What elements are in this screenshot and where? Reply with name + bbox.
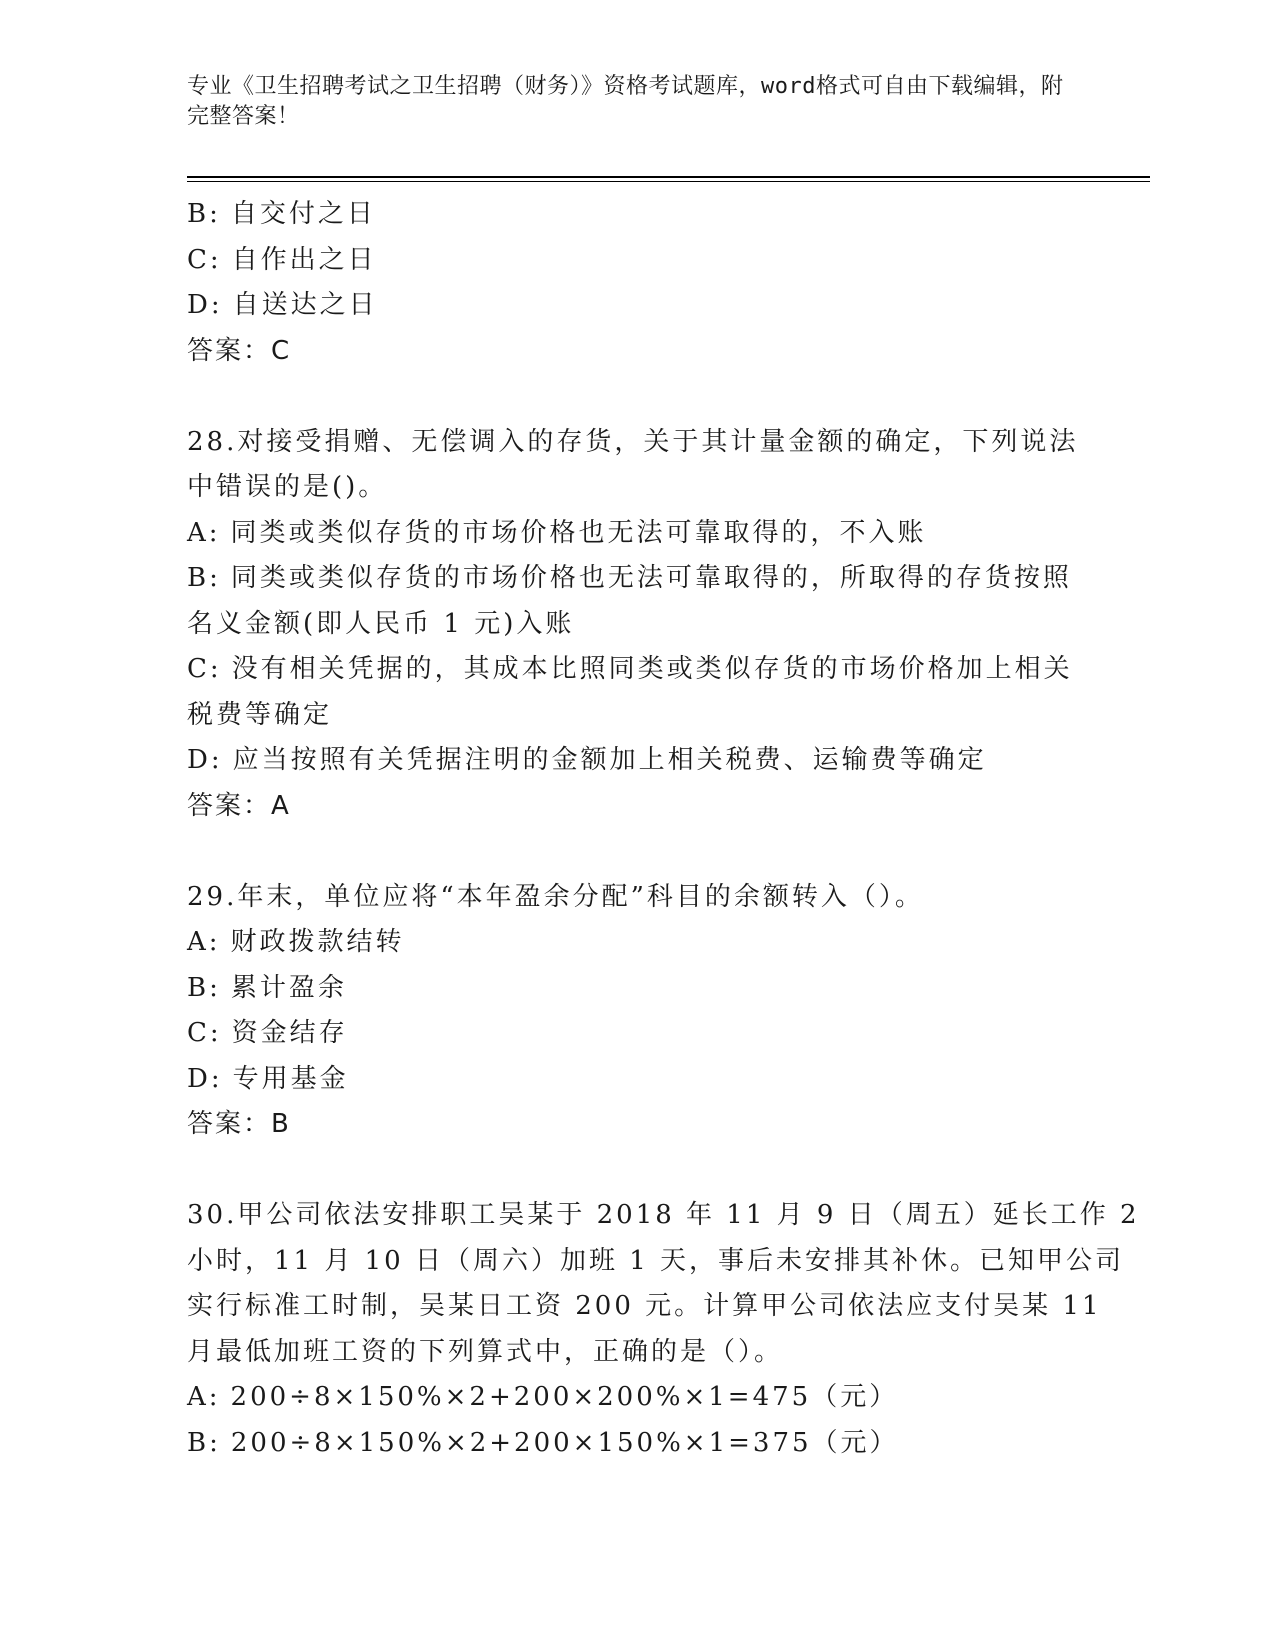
option-c-continuation: 税费等确定 — [187, 699, 333, 730]
option-d: D: 自送达之日 — [187, 290, 378, 320]
option-c: C: 资金结存 — [187, 1018, 348, 1048]
option-b-continuation: 名义金额(即人民币 1 元)入账 — [187, 608, 575, 639]
option-d: D: 专用基金 — [187, 1063, 349, 1094]
option-a: A: 财政拨款结转 — [187, 927, 405, 957]
question-27 — [187, 192, 1067, 374]
question-30 — [187, 1193, 1140, 1466]
option-a: A: 同类或类似存货的市场价格也无法可靠取得的，不入账 — [187, 517, 927, 548]
question-28 — [187, 420, 1079, 830]
question-stem-line: 实行标准工时制，吴某日工资 200 元。计算甲公司依法应支付吴某 11 — [187, 1291, 1102, 1321]
question-29 — [187, 875, 1067, 1148]
question-stem-line: 28.对接受捐赠、无偿调入的存货，关于其计量金额的确定，下列说法 — [187, 426, 1079, 457]
document-header: 专业《卫生招聘考试之卫生招聘（财务）》资格考试题库，word格式可自由下载编辑，附完整答案！ — [187, 74, 1064, 129]
spacer — [187, 829, 1067, 875]
option-c: C: 没有相关凭据的，其成本比照同类或类似存货的市场价格加上相关 — [187, 654, 1073, 684]
question-stem-line: 中错误的是()。 — [187, 472, 388, 502]
answer-line: 答案：B — [187, 1109, 291, 1139]
question-stem-line: 月最低加班工资的下列算式中，正确的是（）。 — [187, 1336, 784, 1367]
option-b: B: 同类或类似存货的市场价格也无法可靠取得的，所取得的存货按照 — [187, 563, 1072, 593]
question-stem-line: 29.年末，单位应将“本年盈余分配”科目的余额转入（）。 — [187, 881, 924, 912]
option-d: D: 应当按照有关凭据注明的金额加上相关税费、运输费等确定 — [187, 745, 987, 775]
question-list — [187, 192, 1140, 1466]
header-rule-thin — [187, 181, 1150, 182]
question-stem-line: 小时，11 月 10 日（周六）加班 1 天，事后未安排其补休。已知甲公司 — [187, 1245, 1125, 1276]
answer-line: 答案：A — [187, 790, 291, 821]
option-b: B: 自交付之日 — [187, 199, 376, 229]
spacer — [187, 374, 1067, 420]
question-stem-line: 30.甲公司依法安排职工吴某于 2018 年 11 月 9 日（周五）延长工作 2 — [187, 1200, 1140, 1230]
option-a: A: 200÷8×150%×2+200×200%×1=475（元） — [187, 1382, 899, 1412]
answer-line: 答案：C — [187, 335, 292, 366]
spacer — [187, 1148, 1067, 1194]
header-rule-thick — [187, 176, 1150, 178]
option-b: B: 累计盈余 — [187, 972, 347, 1003]
option-b: B: 200÷8×150%×2+200×150%×1=375（元） — [187, 1427, 899, 1458]
option-c: C: 自作出之日 — [187, 244, 377, 275]
